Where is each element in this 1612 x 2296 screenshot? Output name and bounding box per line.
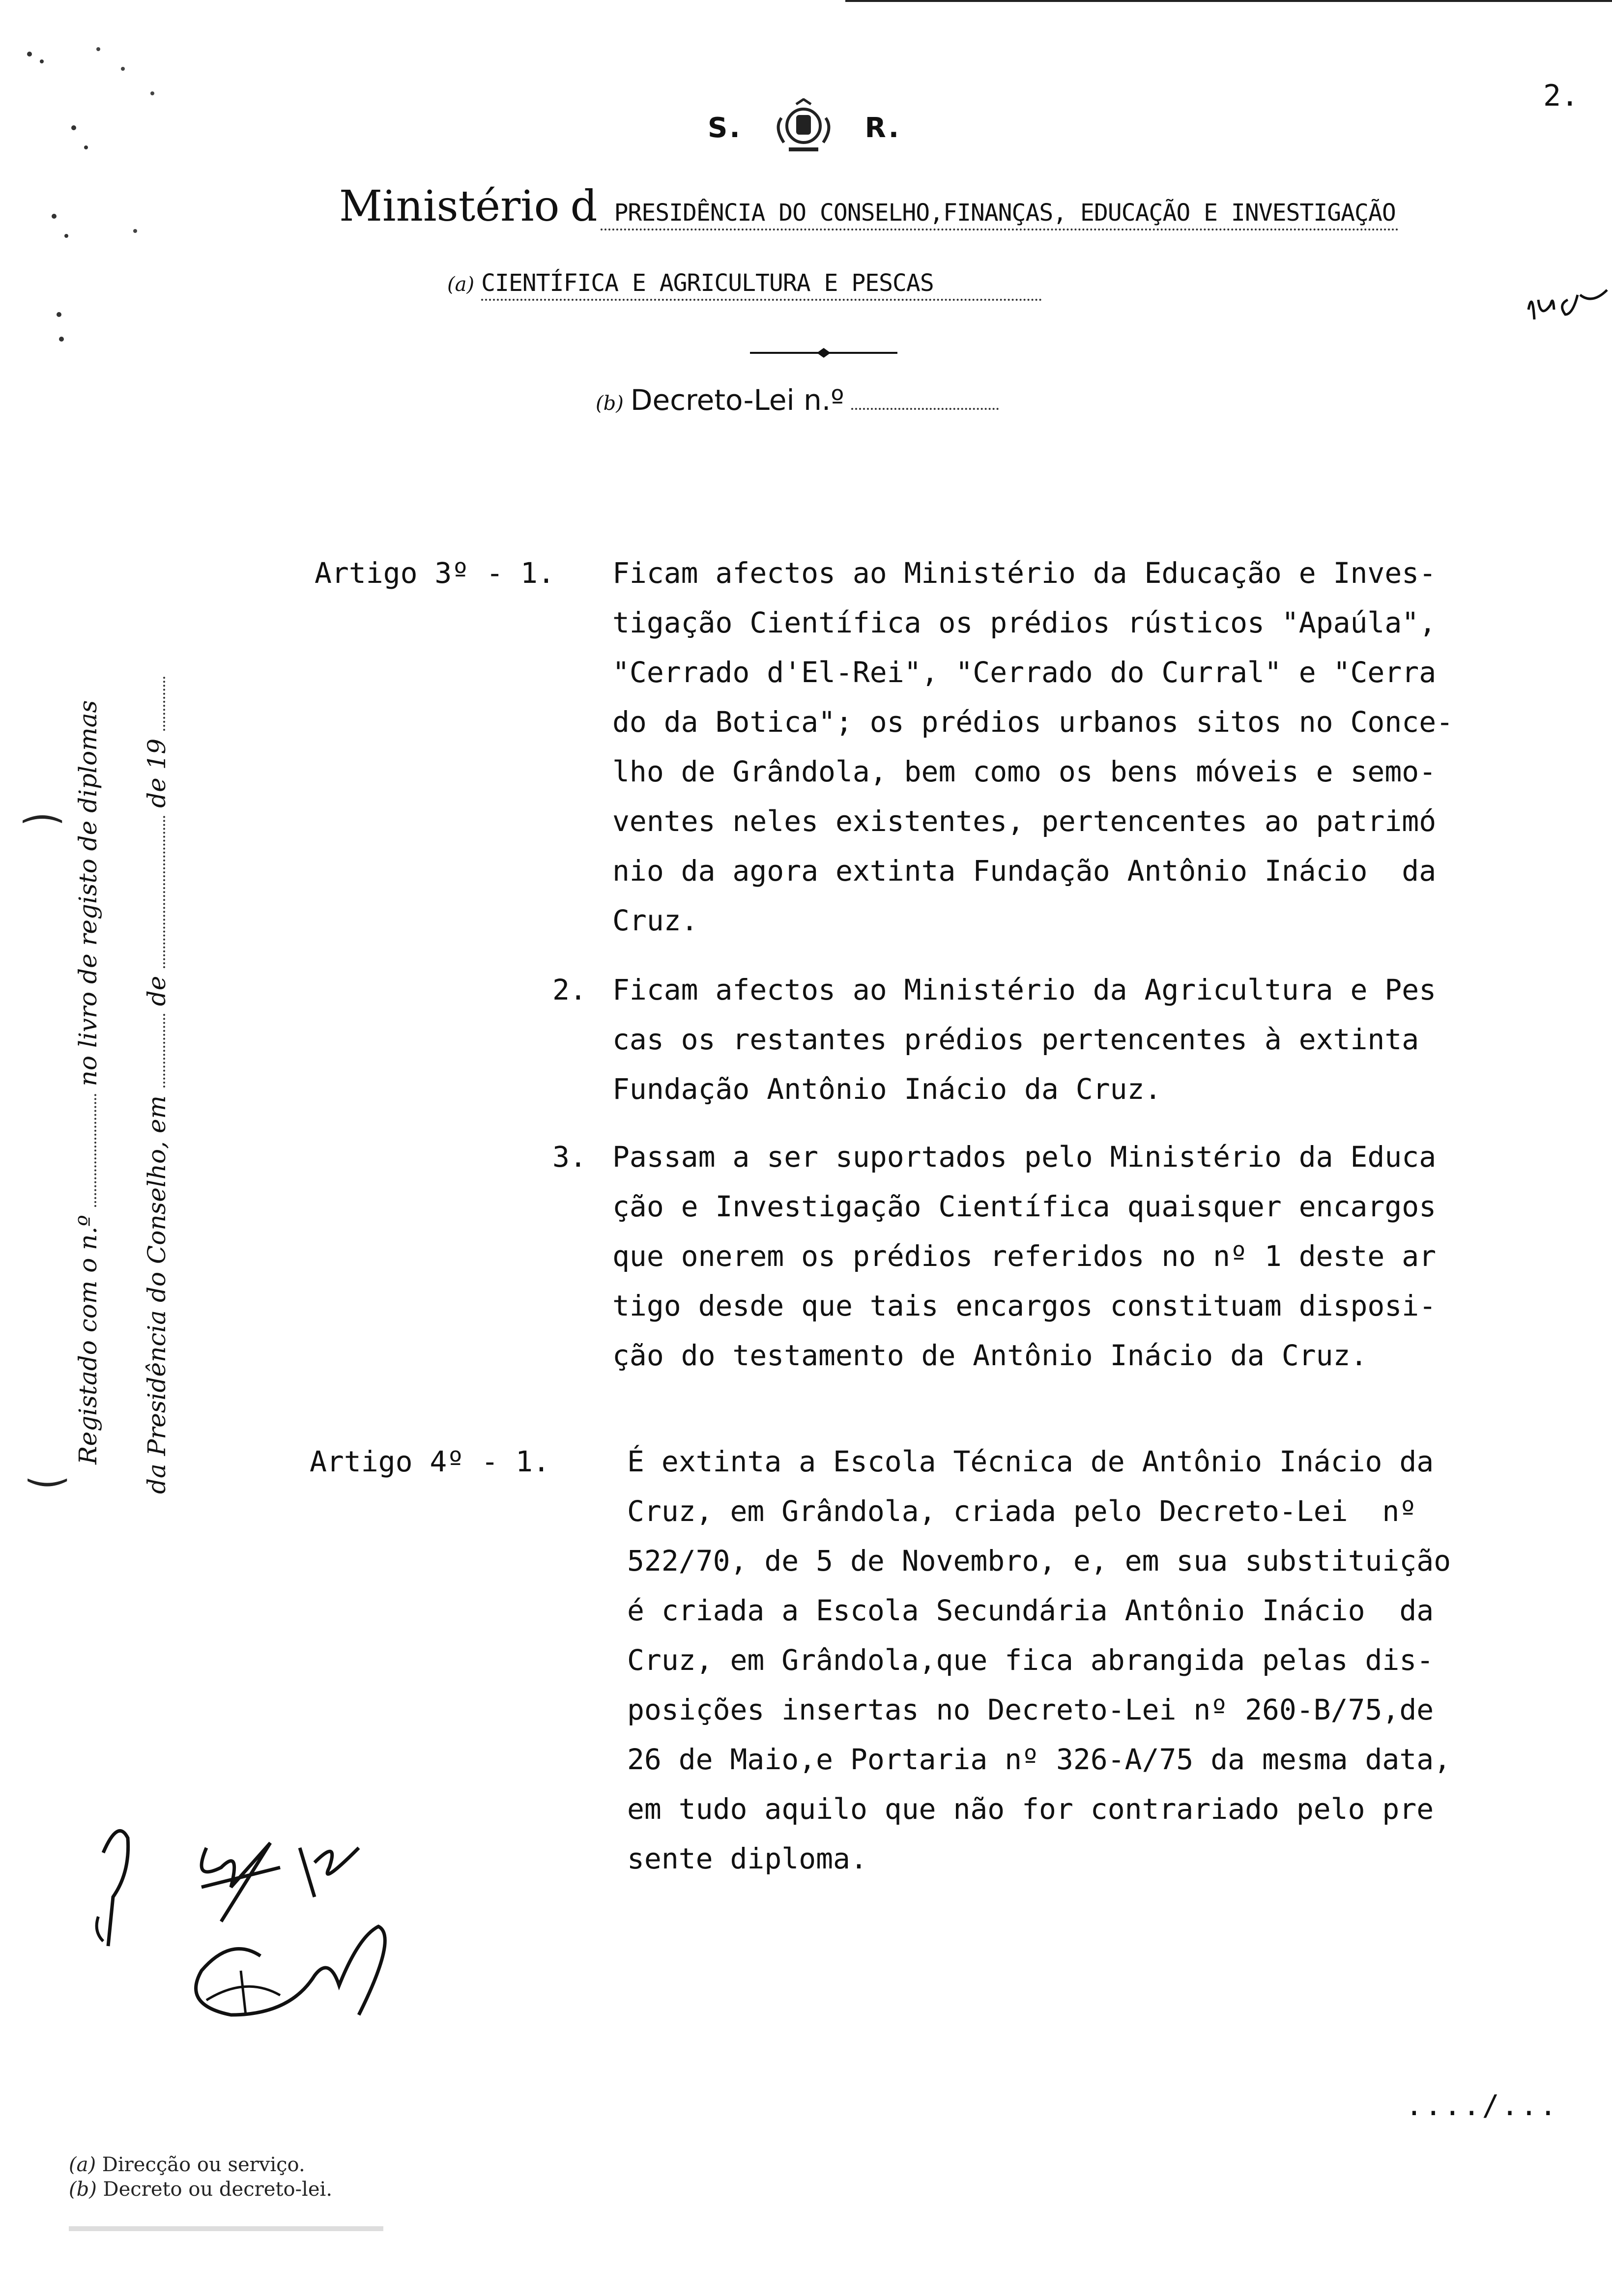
decree-label: Decreto-Lei n.º [630,383,844,417]
handwritten-initials-icon [1524,275,1612,329]
article-3-paragraph-1: Ficam afectos ao Ministério da Educação e Inves- tigação Científica os prédios rústicos "Apaúla", "Cerrado d'El-Rei", "Cerrado do Curral" e "Cerra do da Botica"; os prédios urbanos sitos no Conce- lho de Grândola, bem como os bens móveis e semo- ventes neles existentes, pertencentes ao patrimó nio da agora extinta Fundação Antônio Inácio da Cruz. [612,556,1454,937]
ministry-name-line-2: CIENTÍFICA E AGRICULTURA E PESCAS [481,269,1042,301]
ministry-prefix: d [570,182,598,231]
ministry-line-2 [447,269,1042,301]
margin-register-note-2: da Presidência do Conselho, em de de 19 [143,677,171,1494]
footnote-b: (b) Decreto ou decreto-lei. [69,2178,333,2201]
footnote-mark-a: (a) [447,273,475,296]
margin-bracket-bottom: ‿ [29,1435,65,1487]
footnote-a: (a) Direcção ou serviço. [69,2153,305,2176]
article-4-paragraph-1: É extinta a Escola Técnica de Antônio Inácio da Cruz, em Grândola, criada pelo Decreto-Lei nº 522/70, de 5 de Novembro, e, em sua substituição é criada a Escola Secundária Antônio Inácio da Cruz, em Grândola,que fica abrangida pelas dis- posições insertas no Decreto-Lei nº 260-B/75,de 26 de Maio,e Portaria nº 326-A/75 da mesma data, em tudo aquilo que não for contrariado pelo pre sente diploma. [627,1445,1451,1875]
header-letter-r: R. [864,112,901,144]
margin-register-note-1: Registado com o n.º no livro de registo de diplomas [74,700,102,1464]
footnotes [69,2152,332,2202]
top-rule [845,0,1612,2]
ministry-label: Ministério [339,182,560,231]
article-3-label: Artigo 3º - 1. [315,556,555,590]
paper-specks [0,0,206,354]
republic-crest-icon [762,98,845,157]
margin-bracket-top: ⁀ [25,816,60,867]
article-3-paragraph-2: Ficam afectos ao Ministério da Agricultura e Pes cas os restantes prédios pertencentes à extinta Fundação Antônio Inácio da Cruz. [612,973,1437,1106]
page-number: 2. [1543,79,1579,113]
ministry-heading [339,182,1399,231]
article-4-label: Artigo 4º - 1. [310,1445,550,1478]
continuation-mark: ..../... [1406,2089,1559,2122]
divider-ornament [750,347,897,359]
ministry-name-line-1: PRESIDÊNCIA DO CONSELHO,FINANÇAS, EDUCAÇÃO E INVESTIGAÇÃO [601,199,1399,230]
printer-imprint [69,2221,383,2236]
decree-heading [596,383,999,417]
header-letters [708,98,901,157]
header-letter-s: S. [708,112,742,144]
article-3-number-2: 2. [552,973,587,1006]
article-3-paragraph-3: Passam a ser suportados pelo Ministério da Educa ção e Investigação Científica quaisquer encargos que onerem os prédios referidos no nº 1 deste ar tigo desde que tais encargos constituam disposi- ção do testamento de Antônio Inácio da Cruz. [612,1140,1437,1372]
handwritten-signatures-icon [84,1808,457,2128]
article-3-number-3: 3. [552,1140,587,1174]
decree-number-blank [851,407,999,410]
footnote-mark-b: (b) [596,392,624,415]
